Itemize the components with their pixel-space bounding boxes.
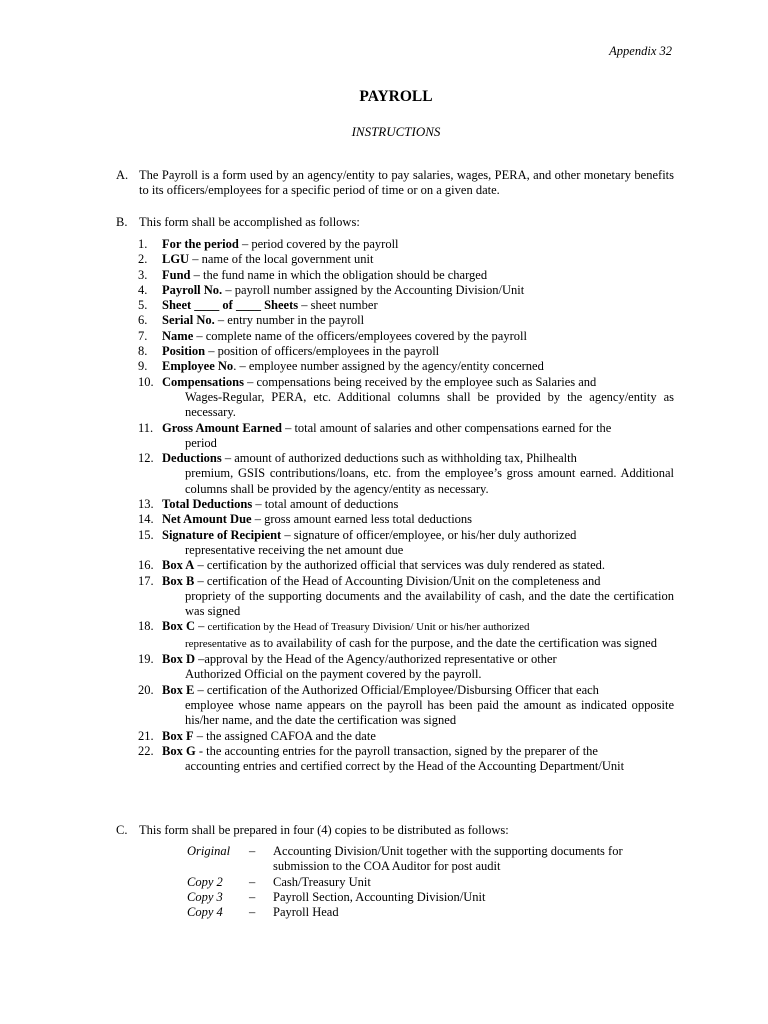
item-label: Box F [162,728,194,743]
list-item [138,744,674,775]
item-label: Box A [162,558,195,573]
item-number: 12. [138,451,154,466]
item-continuation: premium, GSIS contributions/loans, etc. from the employee’s gross amount earned. Additional columns shall be provided by the agency/entity as necessary. [185,466,674,496]
item-label: Box G [162,743,196,758]
item-number: 8. [138,344,148,359]
list-item [138,512,674,527]
copy-destination: Accounting Division/Unit together with the supporting documents for submission to the COA Auditor for post audit [273,844,623,874]
item-text: – certification by the authorized official that services was duly rendered as stated. [194,558,606,573]
item-continuation: propriety of the supporting documents and the availability of cash, and the date the certification was signed [185,588,674,619]
item-number: 13. [138,497,154,512]
item-continuation: Wages-Regular, PERA, etc. Additional columns shall be provided by the agency/entity as necessary. [185,389,674,420]
item-text: – total amount of salaries and other compensations earned for the [281,420,612,435]
item-number: 16. [138,558,154,573]
item-label: For the period [162,237,239,251]
list-item [138,558,674,573]
copy-dash: – [249,874,256,889]
table-row [187,890,633,905]
item-number: 7. [138,328,148,343]
item-continuation: as to availability of cash for the purpose, and the date the certification was signed [246,635,657,650]
section-a [116,168,674,199]
page-subtitle: INSTRUCTIONS [351,124,441,139]
item-text: – the assigned CAFOA and the date [193,728,376,743]
item-number: 6. [138,313,148,328]
list-item [138,451,674,497]
item-number: 20. [138,682,154,697]
item-text: – certification of the Head of Accounting Division/Unit on the completeness and [194,573,601,588]
copy-destination: Cash/Treasury Unit [273,874,371,889]
item-number: 17. [138,573,154,588]
list-item [138,344,674,359]
list-item [138,329,674,344]
list-item [138,729,674,744]
item-label: Sheet ____ of ____ Sheets [162,298,299,313]
section-a-text: The Payroll is a form used by an agency/entity to pay salaries, wages, PERA, and other monetary benefits to its officers/employees for a specific period of time or on a given date. [139,168,674,198]
list-item [138,359,674,374]
item-label: Total Deductions [162,497,253,512]
item-text: – [195,619,208,634]
copy-name: Copy 3 [187,889,223,904]
item-text: – sheet number [298,298,378,313]
item-text: – the fund name in which the obligation should be charged [190,267,488,282]
item-label: Box C [162,619,195,634]
copies-distribution-table [187,844,633,920]
copy-dash: – [249,844,256,858]
item-label: Box E [162,682,195,697]
item-label: Net Amount Due [162,512,252,527]
item-continuation: accounting entries and certified correct by the Head of the Accounting Department/Unit [185,759,625,774]
list-item [138,574,674,620]
item-text: - the accounting entries for the payroll transaction, signed by the preparer of the [195,743,598,758]
list-item [138,683,674,729]
item-number: 5. [138,298,148,313]
item-label: Employee No [162,359,234,374]
item-text: – entry number in the payroll [214,313,365,328]
item-label: Signature of Recipient [162,527,282,542]
list-item [138,619,674,652]
item-number: 11. [138,420,154,435]
item-text: – position of officers/employees in the payroll [205,344,440,359]
item-number: 2. [138,252,148,267]
table-row [187,875,633,890]
item-text: – gross amount earned less total deductions [251,512,473,527]
copy-destination: Payroll Head [273,905,339,920]
item-number: 4. [138,282,148,297]
section-c-text: This form shall be prepared in four (4) copies to be distributed as follows: [139,823,509,837]
item-label: Gross Amount Earned [162,420,282,435]
list-item [138,652,674,683]
item-text: . – employee number assigned by the agency/entity concerned [233,359,544,374]
list-item [138,298,674,313]
item-text: – complete name of the officers/employees covered by the payroll [193,328,527,343]
item-label: Payroll No. [162,282,223,297]
item-number: 1. [138,237,148,251]
item-number: 10. [138,374,154,389]
section-b-text: This form shall be accomplished as follows: [139,215,360,229]
section-c-letter: C. [116,823,128,837]
item-number: 22. [138,743,154,758]
copy-name: Original [187,844,231,858]
item-text: – compensations being received by the employee such as Salaries and [243,374,597,389]
list-item [138,421,674,452]
list-item [138,268,674,283]
copy-name: Copy 4 [187,905,223,920]
item-number: 14. [138,512,154,527]
list-item [138,252,674,267]
copy-dash: – [249,905,256,920]
section-c [116,823,674,838]
list-item [138,375,674,421]
item-label: Serial No. [162,313,215,328]
item-label: Compensations [162,374,244,389]
item-label: Box B [162,573,195,588]
item-text: – amount of authorized deductions such as withholding tax, Philhealth [221,451,577,466]
item-label: Deductions [162,451,222,466]
list-item [138,237,674,252]
item-continuation: representative receiving the net amount due [185,542,404,557]
item-label: LGU [162,252,190,267]
item-number: 21. [138,728,154,743]
item-continuation: Authorized Official on the payment covered by the payroll. [185,667,482,682]
table-row [187,905,633,920]
item-label: Position [162,344,206,359]
section-b [116,215,674,230]
item-text: – total amount of deductions [252,497,399,512]
section-b-letter: B. [116,215,128,229]
item-number: 18. [138,619,154,634]
item-label: Box D [162,652,195,667]
table-row [187,844,633,875]
item-continuation: period [185,435,217,450]
list-item [138,497,674,512]
appendix-label: Appendix 32 [609,44,672,58]
item-text: –approval by the Head of the Agency/authorized representative or other [195,652,557,667]
item-number: 19. [138,652,154,667]
item-label: Name [162,328,194,343]
copy-name: Copy 2 [187,874,223,889]
item-text: – signature of officer/employee, or his/her duly authorized [281,527,577,542]
list-item [138,528,674,559]
item-number: 3. [138,267,148,282]
item-continuation: employee whose name appears on the payroll has been paid the amount as indicated opposite his/her name, and the date the certification was signed [185,697,674,728]
page-title: PAYROLL [359,88,433,105]
item-text: – certification of the Authorized Official/Employee/Disbursing Officer that each [194,682,599,697]
copy-dash: – [249,889,256,904]
item-text-small: certification by the Head of Treasury Division/ Unit or his/her authorized [207,621,530,634]
item-text: – name of the local government unit [189,252,374,267]
item-label: Fund [162,267,191,282]
item-text: – payroll number assigned by the Accounting Division/Unit [222,282,525,297]
item-number: 9. [138,359,148,374]
item-number: 15. [138,527,154,542]
item-text: – period covered by the payroll [238,237,399,251]
list-item [138,313,674,328]
list-item [138,283,674,298]
section-a-letter: A. [116,168,129,182]
copy-destination: Payroll Section, Accounting Division/Unit [273,889,486,904]
instruction-list [138,237,674,774]
item-continuation-small: representative [185,637,247,650]
